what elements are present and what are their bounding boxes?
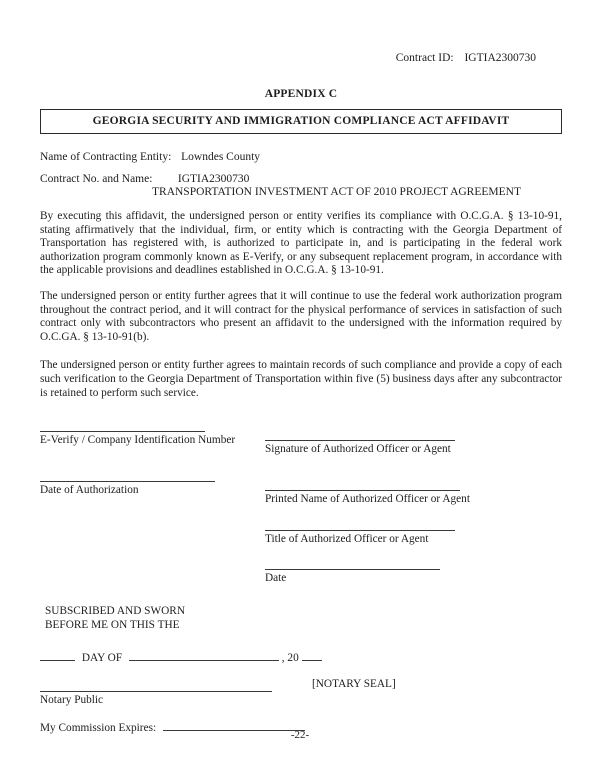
paragraph-continued-use: The undersigned person or entity further agrees that it will continue to use the federal work authorization program throughout the contract period, and it will contract for the physical performance of services in satisfaction of such contract only with subcontractors who present an affidavit to the undersigned with the information required by O.C.GA. § 13-10-91(b).: [40, 289, 562, 343]
contracting-entity-value: Lowndes County: [181, 151, 261, 163]
contract-id-label: Contract ID:: [395, 52, 454, 64]
date-authorization-blank-line: [40, 470, 215, 482]
contract-id-line: [40, 52, 562, 64]
signature-row-2: [40, 470, 562, 505]
contract-no-value: IGTIA2300730: [177, 173, 250, 185]
notary-public-label: Notary Public: [40, 694, 104, 707]
contract-no-label: Contract No. and Name:: [40, 173, 153, 185]
year-prefix: , 20: [281, 652, 299, 665]
affidavit-title-box: GEORGIA SECURITY AND IMMIGRATION COMPLIANCE ACT AFFIDAVIT: [40, 109, 562, 134]
signature-section: [40, 420, 562, 584]
date-blank-line: [265, 558, 440, 570]
everify-blank-line: [40, 420, 205, 432]
contracting-entity-line: [40, 151, 562, 163]
day-of-row: [40, 649, 562, 664]
signature-row-4: [265, 558, 562, 584]
contract-name: TRANSPORTATION INVESTMENT ACT OF 2010 PROJECT AGREEMENT: [152, 186, 521, 198]
contract-no-line: [40, 173, 562, 185]
year-blank-line: [302, 649, 322, 661]
notary-public-blank-line: [40, 680, 272, 692]
paragraph-compliance: By executing this affidavit, the undersigned person or entity verifies its compliance with O.C.G.A. § 13-10-91, stating affirmatively that the individual, firm, or entity which is contracting with the Georgia Department of Transportation has registered with, is authorized to participate in, and is participating in the federal work authorization program commonly known as E-Verify, or any subsequent replacement program, in accordance with the applicable provisions and deadlines established in O.C.G.A. § 13-10-91.: [40, 210, 562, 277]
day-blank-line: [40, 649, 75, 661]
everify-label: E-Verify / Company Identification Number: [40, 434, 236, 447]
sworn-line-2: BEFORE ME ON THIS THE: [45, 619, 180, 632]
date-label: Date: [265, 572, 287, 585]
page-number: -22-: [290, 729, 310, 741]
signature-label: Signature of Authorized Officer or Agent: [265, 443, 451, 456]
notary-row: [40, 680, 562, 706]
printed-name-blank-line: [265, 479, 460, 491]
title-label: Title of Authorized Officer or Agent: [265, 533, 429, 546]
appendix-heading: APPENDIX C: [264, 88, 338, 100]
paragraph-records: The undersigned person or entity further agrees to maintain records of such compliance and provide a copy of each such verification to the Georgia Department of Transportation within five (5) business days after any subcontractor is retained to perform such service.: [40, 359, 562, 399]
signature-row-1: [40, 420, 562, 455]
month-blank-line: [129, 649, 279, 661]
notary-seal-placeholder: [NOTARY SEAL]: [312, 678, 396, 691]
title-blank-line: [265, 519, 455, 531]
commission-expires-label: My Commission Expires:: [40, 722, 157, 735]
signature-blank-line: [265, 429, 455, 441]
contract-id-value: IGTIA2300730: [464, 52, 536, 64]
date-authorization-label: Date of Authorization: [40, 484, 139, 497]
sworn-line-1: SUBSCRIBED AND SWORN: [45, 605, 185, 618]
sworn-statement: [45, 604, 562, 632]
printed-name-label: Printed Name of Authorized Officer or Agent: [265, 493, 470, 506]
day-of-label: DAY OF: [81, 652, 123, 665]
contracting-entity-label: Name of Contracting Entity:: [40, 151, 172, 163]
signature-row-3: [265, 519, 562, 545]
